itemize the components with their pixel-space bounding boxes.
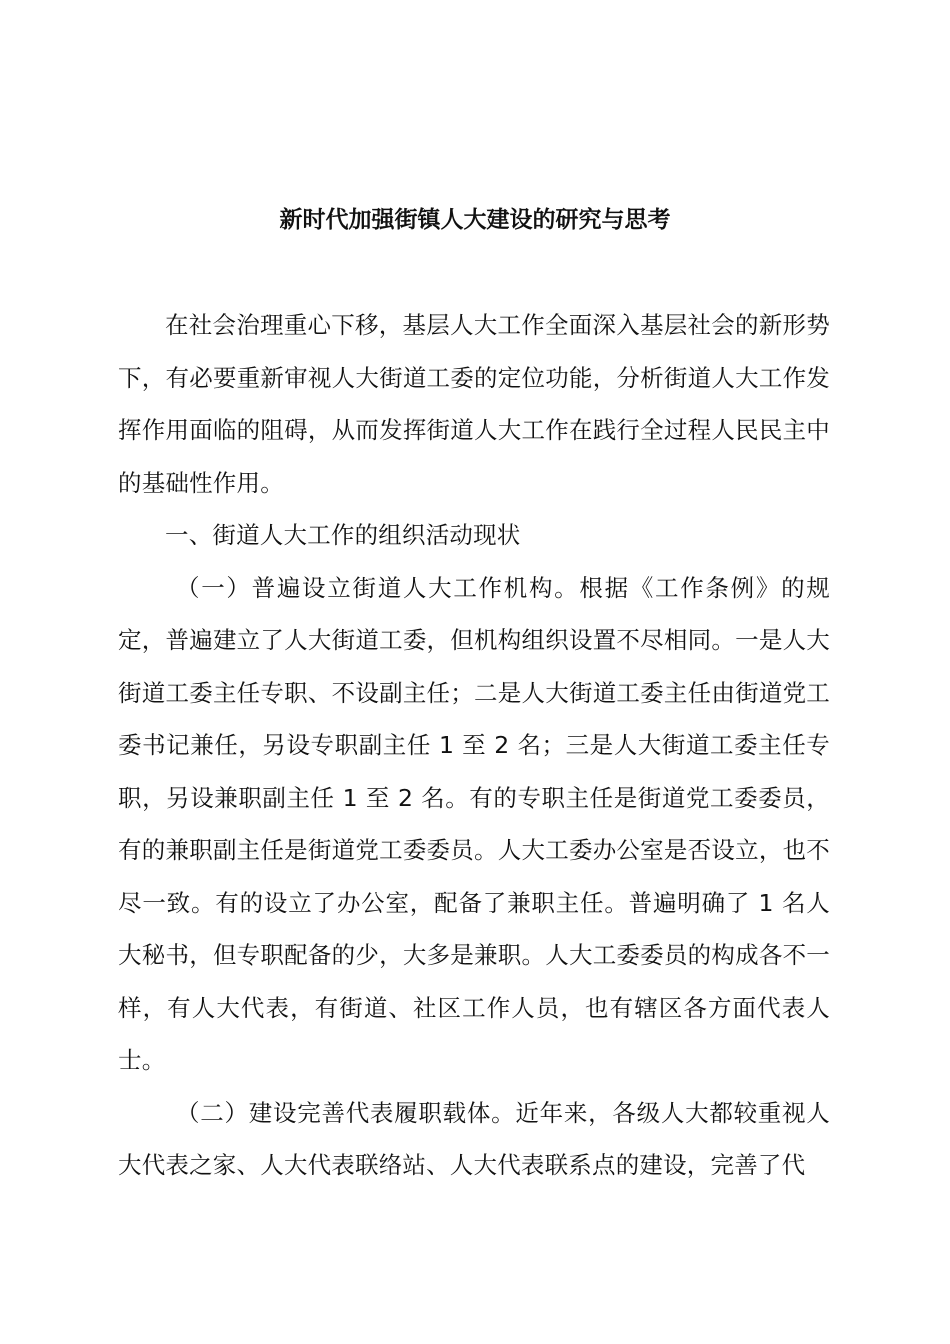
section-heading-1: 一、街道人大工作的组织活动现状 [165, 521, 521, 549]
intro-paragraph: 在社会治理重心下移，基层人大工作全面深入基层社会的新形势下，有必要重新审视人大街道工委的定位功能，分析街道人大工作发挥作用面临的阻碍，从而发挥街道人大工作在践行全过程人民民主中的基础性作用。 [118, 311, 830, 497]
document-body [118, 299, 830, 1192]
item-paragraph-1: （一）普遍设立街道人大工作机构。根据《工作条例》的规定，普遍建立了人大街道工委，但机构组织设置不尽相同。一是人大街道工委主任专职、不设副主任；二是人大街道工委主任由街道党工委书记兼任，另设专职副主任 1 至 2 名；三是人大街道工委主任专职，另设兼职副主任 1 至 2 名。有的专职主任是街道党工委委员，有的兼职副主任是街道党工委委员。人大工委办公室是否设立，也不尽一致。有的设立了办公室，配备了兼职主任。普遍明确了 1 名人大秘书，但专职配备的少，大多是兼职。人大工委委员的构成各不一样，有人大代表，有街道、社区工作人员，也有辖区各方面代表人士。 [118, 573, 830, 1074]
document-title: 新时代加强街镇人大建设的研究与思考 [279, 207, 671, 233]
item-paragraph-2: （二）建设完善代表履职载体。近年来，各级人大都较重视人大代表之家、人大代表联络站、人大代表联系点的建设，完善了代 [118, 1098, 830, 1179]
